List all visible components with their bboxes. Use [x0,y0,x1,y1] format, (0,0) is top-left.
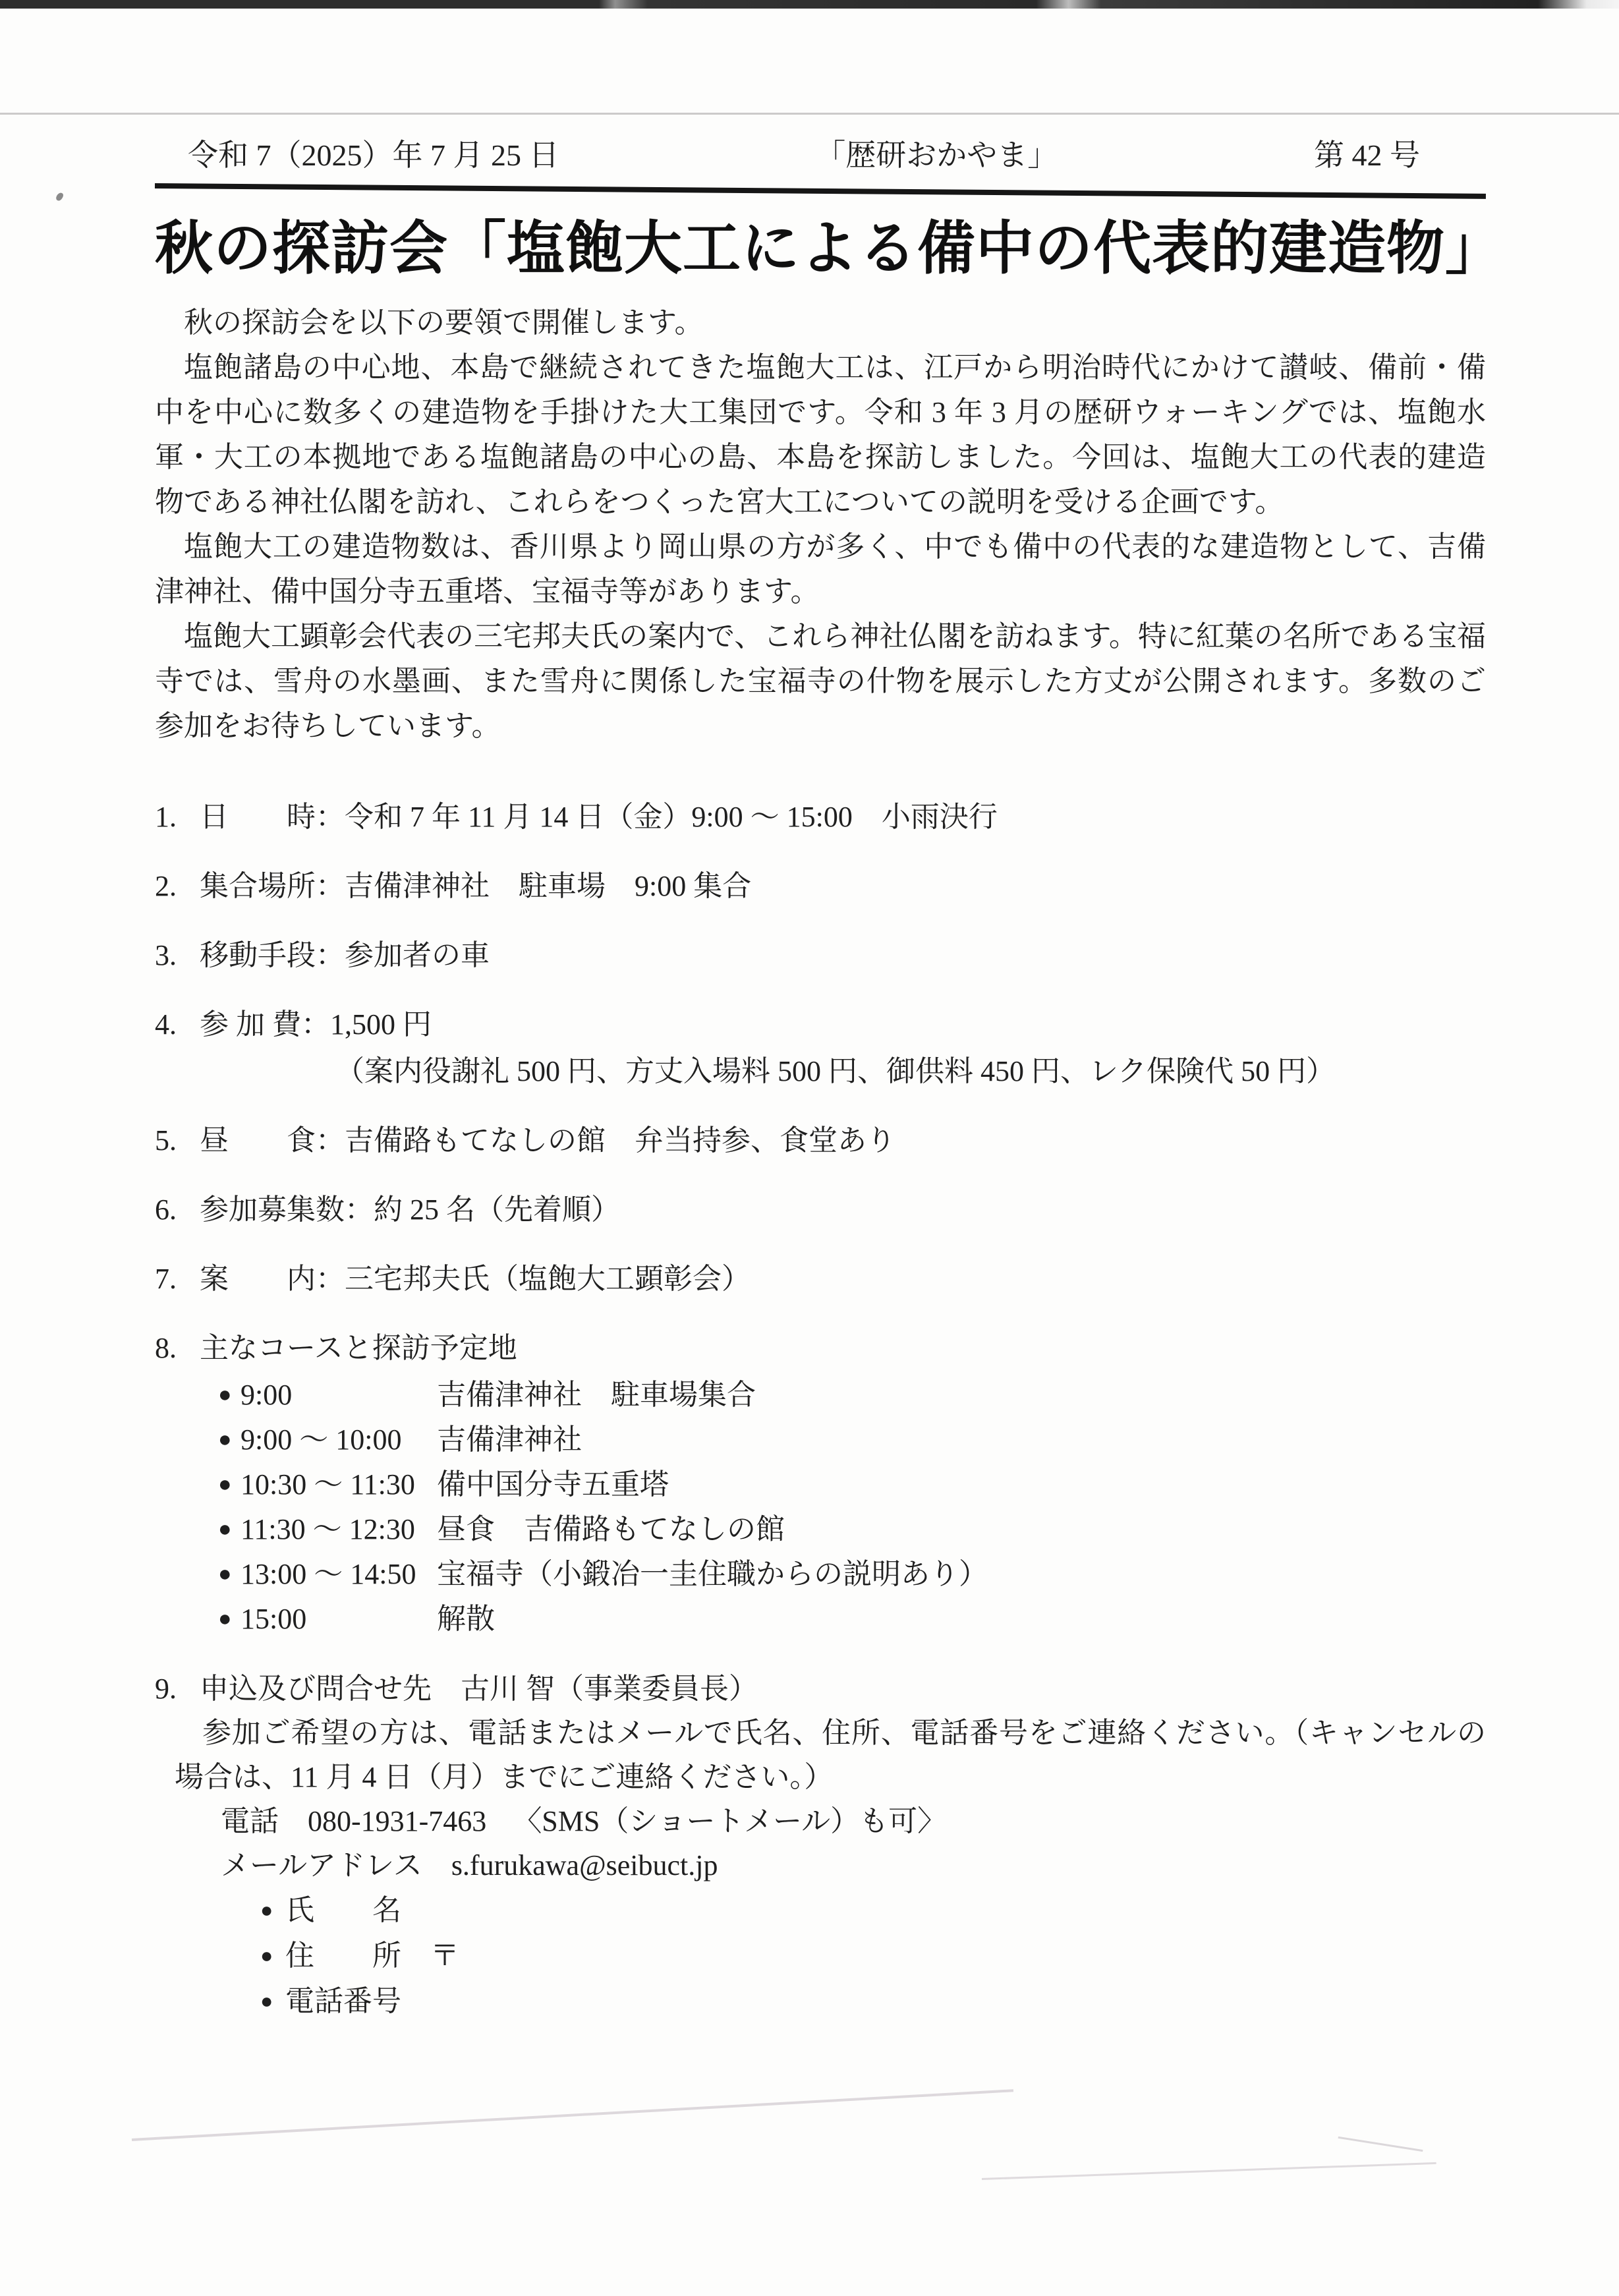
list-item-fee [155,1002,1486,1093]
schedule-time: 11:30 ～ 12:30 [241,1513,415,1545]
required-item-label: 電話番号 [285,1985,401,2017]
item-label: 移動手段： [200,939,345,971]
intro-paragraph: 塩飽大工顕彰会代表の三宅邦夫氏の案内で、これら神社仏閣を訪ねます。特に紅葉の名所である宝福寺では、雪舟の水墨画、また雪舟に関係した宝福寺の什物を展示した方丈が公開されます。多数のご参加をお待ちしています。 [155,620,1486,742]
required-item-name [260,1887,1486,1933]
bullet-icon: ● [218,1383,232,1407]
email-label: メールアドレス [221,1849,422,1881]
schedule-place: 宝福寺（小鍛冶一圭住職からの説明あり） [437,1558,988,1590]
schedule-time: 15:00 [241,1603,307,1635]
required-item-phone [260,1978,1486,2024]
schedule-time: 13:00 ～ 14:50 [241,1558,416,1590]
issue-number: 第 42 号 [1314,138,1420,172]
schedule-row [218,1418,1486,1462]
intro-paragraph: 塩飽諸島の中心地、本島で継続されてきた塩飽大工は、江戸から明治時代にかけて讃岐、備前・備中を中心に数多くの建造物を手掛けた大工集団です。令和 3 年 3 月の歴研ウォーキングでは、塩飽水軍・大工の本拠地である塩飽諸島の中心の島、本島を探訪しました。今回は、塩飽大工の代表的建造物である神社仏閣を訪れ、これらをつくった宮大工についての説明を受ける企画です。 [155,351,1486,518]
schedule-place: 吉備津神社 [437,1423,582,1456]
item-number: 5. [155,1124,177,1157]
item-number: 3. [155,939,177,971]
item-number: 7. [155,1263,177,1295]
bullet-icon: ● [218,1517,232,1541]
list-item-guide [155,1257,1486,1301]
schedule-time: 9:00 [241,1379,293,1411]
item-label: 参加募集数： [200,1193,374,1226]
masthead-rule [155,183,1486,199]
bullet-icon: ● [218,1562,232,1586]
item-value: 吉備津神社 駐車場 9:00 集合 [345,870,752,902]
schedule-row [218,1373,1486,1418]
list-item-datetime [155,795,1486,839]
schedule-time: 10:30 ～ 11:30 [241,1468,415,1501]
item-number: 9. [155,1673,177,1705]
course-schedule [218,1373,1486,1642]
item-number: 4. [155,1008,177,1041]
application-instructions: 参加ご希望の方は、電話またはメールで氏名、住所、電話番号をご連絡ください。（キャンセルの場合は、11 月 4 日（月）までにご連絡ください。） [175,1717,1486,1793]
item-number: 2. [155,870,177,902]
bullet-icon: ● [260,1898,273,1922]
schedule-time: 9:00 ～ 10:00 [241,1423,402,1456]
schedule-row [218,1552,1486,1597]
scan-speck [55,192,64,202]
intro-paragraph: 秋の探訪会を以下の要領で開催します。 [184,306,704,339]
phone-label: 電話 [221,1805,279,1837]
bullet-icon: ● [218,1607,232,1631]
required-item-label: 住 所 〒 [285,1939,459,1972]
bullet-icon: ● [218,1472,232,1497]
required-item-address [260,1933,1486,1978]
schedule-row [218,1597,1486,1642]
required-item-label: 氏 名 [285,1894,401,1926]
item-value: 令和 7 年 11 月 14 日（金）9:00 ～ 15:00 小雨決行 [345,801,998,833]
schedule-place: 吉備津神社 駐車場集合 [437,1379,756,1411]
scan-artifact-line-bottom [1338,2137,1423,2152]
bullet-icon: ● [260,1989,273,2013]
schedule-place: 昼食 吉備路もてなしの館 [437,1513,785,1545]
list-item-contact [155,1667,1486,1711]
list-item-capacity [155,1188,1486,1232]
list-item-transport [155,933,1486,977]
bullet-icon: ● [218,1427,232,1452]
item-label: 昼 食： [200,1124,345,1157]
item-label: 集合場所： [200,870,345,902]
item-label: 日 時： [200,801,345,833]
schedule-row [218,1507,1486,1552]
list-item-course [155,1326,1486,1370]
publication-name: 「歴研おかやま」 [815,138,1058,172]
intro-section [155,301,1486,749]
item-value: 1,500 円 [330,1008,432,1041]
schedule-place: 解散 [437,1603,495,1635]
page-content [155,0,1504,2024]
schedule-place: 備中国分寺五重塔 [437,1468,669,1501]
item-number: 1. [155,801,177,833]
item-label: 案 内： [200,1263,345,1295]
email-row [221,1843,1486,1887]
issue-date: 令和 7（2025）年 7 月 25 日 [188,138,559,172]
page-title: 秋の探訪会「塩飽大工による備中の代表的建造物」 [155,215,1504,281]
scan-artifact-line-bottom [132,2089,1013,2141]
item-number: 8. [155,1332,177,1364]
item-label: 参 加 費： [200,1008,330,1041]
list-item-meeting-place [155,864,1486,908]
phone-number: 080-1931-7463 [308,1805,487,1837]
bullet-icon: ● [260,1943,273,1967]
fee-breakdown-note: （案内役謝礼 500 円、方丈入場料 500 円、御供料 450 円、レク保険代 50 円） [335,1055,1336,1087]
email-address: s.furukawa@seibuct.jp [451,1849,718,1881]
item-value: 吉備路もてなしの館 弁当持参、食堂あり [345,1124,895,1157]
intro-paragraph: 塩飽大工の建造物数は、香川県より岡山県の方が多く、中でも備中の代表的な建造物として、吉備津神社、備中国分寺五重塔、宝福寺等があります。 [155,531,1486,608]
item-label: 主なコースと探訪予定地 [200,1332,517,1364]
scan-artifact-line-bottom [982,2162,1436,2180]
item-value: 約 25 名（先着順） [374,1193,620,1226]
phone-note: 〈SMS（ショートメール）も可〉 [513,1805,947,1837]
item-number: 6. [155,1193,177,1226]
item-value: 三宅邦夫氏（塩飽大工顕彰会） [345,1263,751,1295]
item-value: 参加者の車 [345,939,490,971]
details-list [155,795,1486,2024]
contact-heading: 申込及び問合せ先 古川 智（事業委員長） [200,1673,758,1705]
required-info-list [260,1887,1486,2024]
list-item-lunch [155,1118,1486,1162]
masthead [155,137,1486,174]
phone-row [221,1799,1486,1843]
schedule-row [218,1462,1486,1507]
